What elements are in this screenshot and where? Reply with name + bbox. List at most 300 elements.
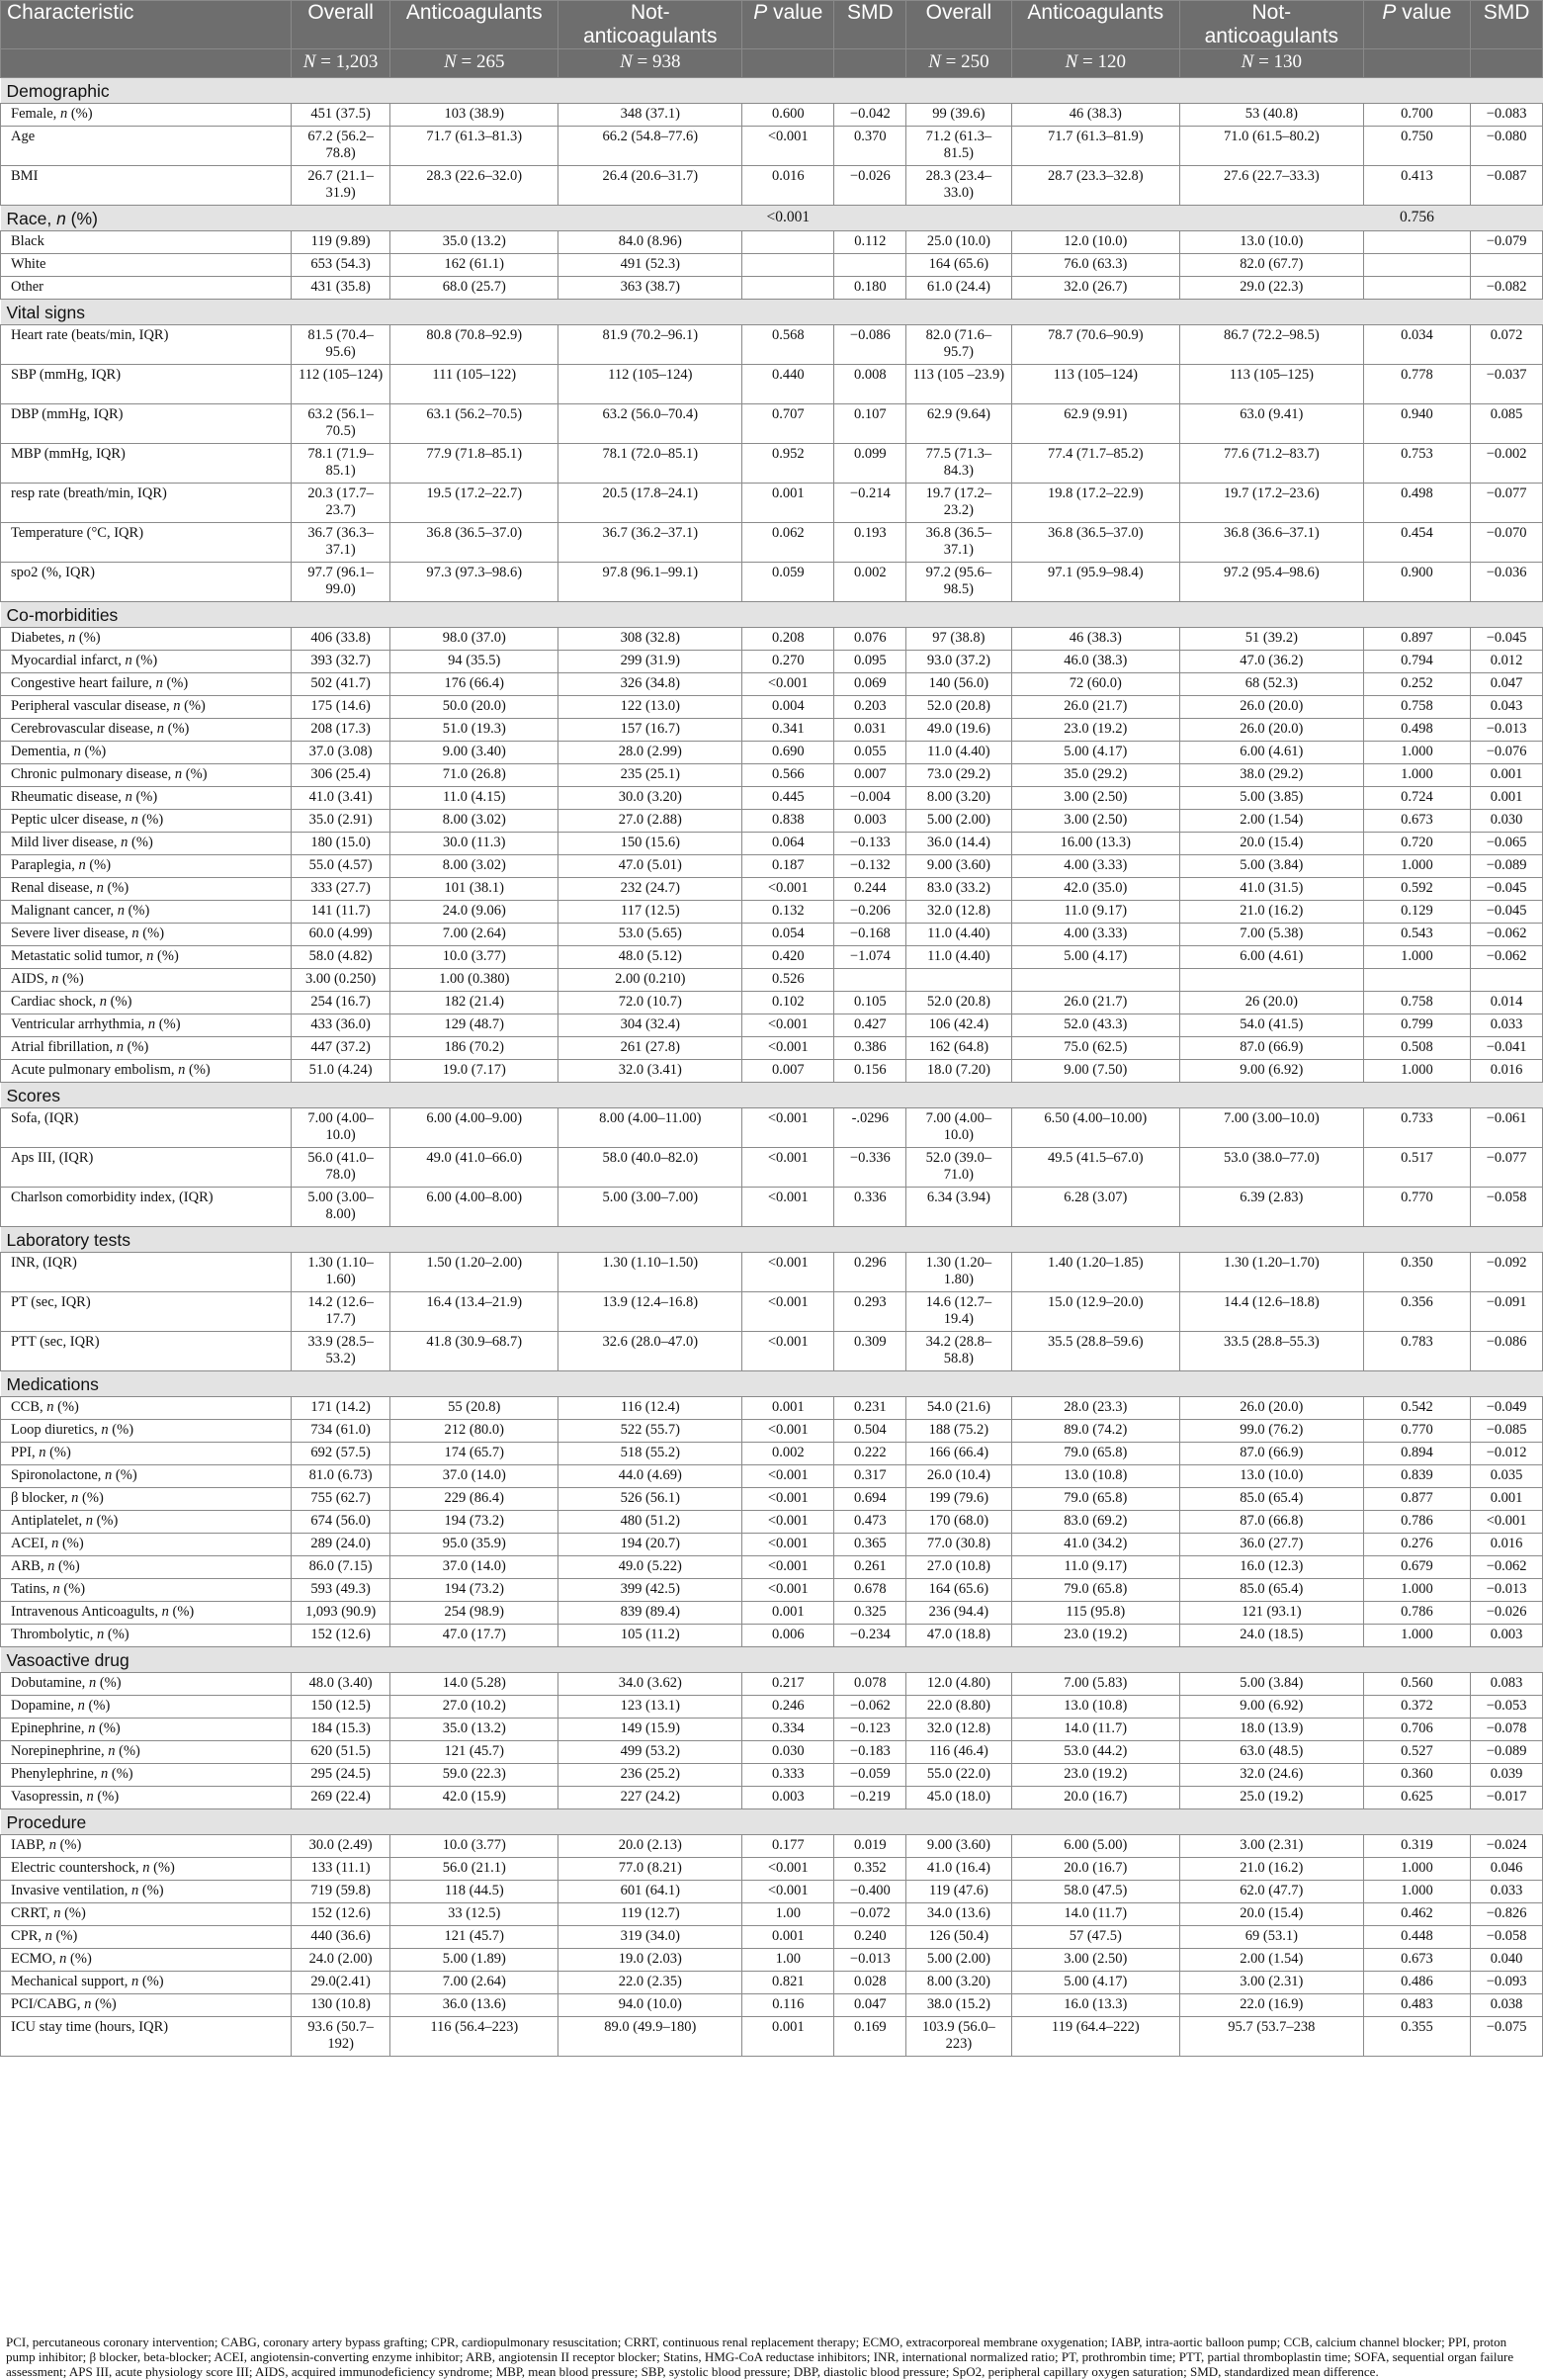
section-cell xyxy=(1180,206,1364,231)
table-cell: −0.089 xyxy=(1471,855,1543,878)
table-cell: 0.187 xyxy=(742,855,834,878)
row-label: Aps III, (IQR) xyxy=(1,1148,292,1188)
table-cell: 0.203 xyxy=(834,696,906,719)
table-cell: 26.0 (21.7) xyxy=(1011,992,1179,1014)
table-cell: 35.0 (2.91) xyxy=(292,810,390,833)
table-cell: 166 (66.4) xyxy=(906,1443,1011,1465)
row-label: Myocardial infarct, n (%) xyxy=(1,651,292,673)
header-cell: P value xyxy=(742,1,834,49)
row-label: ARB, n (%) xyxy=(1,1556,292,1579)
table-cell: 0.003 xyxy=(1471,1625,1543,1647)
table-cell: 115 (95.8) xyxy=(1011,1602,1179,1625)
table-cell: 19.0 (2.03) xyxy=(558,1949,742,1972)
count-cell: N = 120 xyxy=(1011,49,1179,78)
table-cell: 42.0 (35.0) xyxy=(1011,878,1179,901)
count-cell: N = 265 xyxy=(390,49,558,78)
table-cell: 97.2 (95.4–98.6) xyxy=(1180,563,1364,602)
table-cell: −0.072 xyxy=(834,1903,906,1926)
table-cell: 0.336 xyxy=(834,1188,906,1227)
table-cell: −0.077 xyxy=(1471,484,1543,523)
table-cell: 36.0 (14.4) xyxy=(906,833,1011,855)
row-label: β blocker, n (%) xyxy=(1,1488,292,1511)
table-cell: 299 (31.9) xyxy=(558,651,742,673)
table-cell: −0.400 xyxy=(834,1881,906,1903)
table-cell: 0.231 xyxy=(834,1397,906,1420)
table-cell: 14.0 (11.7) xyxy=(1011,1903,1179,1926)
table-cell: 0.690 xyxy=(742,742,834,764)
table-cell xyxy=(1363,231,1471,254)
table-cell: 83.0 (69.2) xyxy=(1011,1511,1179,1534)
table-cell: 0.517 xyxy=(1363,1148,1471,1188)
table-cell: 18.0 (7.20) xyxy=(906,1060,1011,1083)
table-cell: 0.877 xyxy=(1363,1488,1471,1511)
table-cell: 0.334 xyxy=(742,1719,834,1741)
table-cell: 22.0 (2.35) xyxy=(558,1972,742,1994)
count-cell xyxy=(1471,49,1543,78)
row-label: Tatins, n (%) xyxy=(1,1579,292,1602)
table-cell: 62.0 (47.7) xyxy=(1180,1881,1364,1903)
table-cell: 0.319 xyxy=(1363,1835,1471,1858)
table-cell: 5.00 (3.00–7.00) xyxy=(558,1188,742,1227)
table-cell: 51.0 (4.24) xyxy=(292,1060,390,1083)
table-cell: 52.0 (20.8) xyxy=(906,696,1011,719)
table-cell: 199 (79.6) xyxy=(906,1488,1011,1511)
table-cell: 0.483 xyxy=(1363,1994,1471,2017)
table-cell: 22.0 (8.80) xyxy=(906,1696,1011,1719)
row-label: Age xyxy=(1,127,292,166)
table-cell: 1.000 xyxy=(1363,1625,1471,1647)
table-cell: 20.0 (16.7) xyxy=(1011,1858,1179,1881)
table-row xyxy=(1,254,1543,277)
table-cell: 0.003 xyxy=(834,810,906,833)
count-cell: N = 130 xyxy=(1180,49,1364,78)
table-cell: 4.00 (3.33) xyxy=(1011,924,1179,946)
table-cell: 36.0 (27.7) xyxy=(1180,1534,1364,1556)
table-cell: 0.542 xyxy=(1363,1397,1471,1420)
row-label: resp rate (breath/min, IQR) xyxy=(1,484,292,523)
table-cell: <0.001 xyxy=(742,1579,834,1602)
table-cell: 0.006 xyxy=(742,1625,834,1647)
section-title: Medications xyxy=(1,1371,1543,1397)
table-cell: 82.0 (67.7) xyxy=(1180,254,1364,277)
section-title: Laboratory tests xyxy=(1,1227,1543,1253)
table-cell: 95.0 (35.9) xyxy=(390,1534,558,1556)
table-cell: 212 (80.0) xyxy=(390,1420,558,1443)
table-cell: 839 (89.4) xyxy=(558,1602,742,1625)
section-cell xyxy=(390,206,558,231)
table-cell: 1.000 xyxy=(1363,1858,1471,1881)
table-cell: 71.2 (61.3–81.5) xyxy=(906,127,1011,166)
table-row xyxy=(1,231,1543,254)
table-cell: 451 (37.5) xyxy=(292,104,390,127)
table-cell: 692 (57.5) xyxy=(292,1443,390,1465)
table-cell: 0.012 xyxy=(1471,651,1543,673)
table-cell: 7.00 (2.64) xyxy=(390,924,558,946)
table-cell: 95.7 (53.7–238 xyxy=(1180,2017,1364,2057)
table-cell: 1.000 xyxy=(1363,1579,1471,1602)
table-cell: 208 (17.3) xyxy=(292,719,390,742)
table-cell: −0.036 xyxy=(1471,563,1543,602)
row-label: Metastatic solid tumor, n (%) xyxy=(1,946,292,969)
table-cell: 0.105 xyxy=(834,992,906,1014)
table-cell: 32.0 (3.41) xyxy=(558,1060,742,1083)
row-label: Cerebrovascular disease, n (%) xyxy=(1,719,292,742)
table-cell: 3.00 (2.50) xyxy=(1011,787,1179,810)
table-cell: 502 (41.7) xyxy=(292,673,390,696)
header-cell: SMD xyxy=(834,1,906,49)
table-cell: 79.0 (65.8) xyxy=(1011,1443,1179,1465)
count-cell: N = 938 xyxy=(558,49,742,78)
table-cell: 2.00 (1.54) xyxy=(1180,810,1364,833)
table-cell: 0.783 xyxy=(1363,1332,1471,1371)
table-cell: −0.026 xyxy=(1471,1602,1543,1625)
table-cell: 0.078 xyxy=(834,1673,906,1696)
table-cell: 6.50 (4.00–10.00) xyxy=(1011,1108,1179,1148)
table-cell xyxy=(1471,969,1543,992)
table-row xyxy=(1,1332,1543,1371)
table-cell: 9.00 (6.92) xyxy=(1180,1696,1364,1719)
table-cell: 0.116 xyxy=(742,1994,834,2017)
table-cell: 85.0 (65.4) xyxy=(1180,1579,1364,1602)
table-cell: 0.317 xyxy=(834,1465,906,1488)
table-cell: 122 (13.0) xyxy=(558,696,742,719)
table-cell: 26.0 (21.7) xyxy=(1011,696,1179,719)
table-cell: 130 (10.8) xyxy=(292,1994,390,2017)
table-cell: 0.673 xyxy=(1363,1949,1471,1972)
table-cell: 0.527 xyxy=(1363,1741,1471,1764)
table-cell: 41.0 (3.41) xyxy=(292,787,390,810)
table-cell: 0.047 xyxy=(1471,673,1543,696)
table-cell: 719 (59.8) xyxy=(292,1881,390,1903)
table-cell: −0.826 xyxy=(1471,1903,1543,1926)
table-cell: 28.3 (22.6–32.0) xyxy=(390,166,558,206)
table-cell: 1.40 (1.20–1.85) xyxy=(1011,1253,1179,1292)
row-label: PTT (sec, IQR) xyxy=(1,1332,292,1371)
table-cell: 49.5 (41.5–67.0) xyxy=(1011,1148,1179,1188)
table-cell: 734 (61.0) xyxy=(292,1420,390,1443)
header-cell: Characteristic xyxy=(1,1,292,49)
table-cell: 97.2 (95.6–98.5) xyxy=(906,563,1011,602)
table-cell: 164 (65.6) xyxy=(906,1579,1011,1602)
table-cell: 14.0 (5.28) xyxy=(390,1673,558,1696)
table-cell: 3.00 (2.31) xyxy=(1180,1835,1364,1858)
table-cell: 27.0 (10.2) xyxy=(390,1696,558,1719)
table-cell: 0.413 xyxy=(1363,166,1471,206)
table-cell: 0.839 xyxy=(1363,1465,1471,1488)
table-cell: 57 (47.5) xyxy=(1011,1926,1179,1949)
table-cell: 68 (52.3) xyxy=(1180,673,1364,696)
table-cell: 20.5 (17.8–24.1) xyxy=(558,484,742,523)
count-cell: N = 250 xyxy=(906,49,1011,78)
table-cell xyxy=(1363,254,1471,277)
table-cell: 236 (25.2) xyxy=(558,1764,742,1787)
table-cell: 19.8 (17.2–22.9) xyxy=(1011,484,1179,523)
table-cell: −0.026 xyxy=(834,166,906,206)
table-cell: 77.5 (71.3–84.3) xyxy=(906,444,1011,484)
table-cell: −0.219 xyxy=(834,1787,906,1809)
table-cell: 9.00 (7.50) xyxy=(1011,1060,1179,1083)
table-cell: −0.045 xyxy=(1471,628,1543,651)
table-cell: −0.082 xyxy=(1471,277,1543,300)
table-cell: 393 (32.7) xyxy=(292,651,390,673)
header-cell: Anticoagulants xyxy=(1011,1,1179,49)
count-cell xyxy=(1,49,292,78)
table-cell: 32.0 (24.6) xyxy=(1180,1764,1364,1787)
table-cell: 194 (73.2) xyxy=(390,1579,558,1602)
table-cell: 49.0 (5.22) xyxy=(558,1556,742,1579)
table-cell: 6.00 (5.00) xyxy=(1011,1835,1179,1858)
table-cell: 77.0 (8.21) xyxy=(558,1858,742,1881)
table-cell: 63.2 (56.1–70.5) xyxy=(292,404,390,444)
table-cell: 93.6 (50.7–192) xyxy=(292,2017,390,2057)
table-row xyxy=(1,1903,1543,1926)
table-cell: 71.0 (26.8) xyxy=(390,764,558,787)
table-row xyxy=(1,484,1543,523)
table-cell: 406 (33.8) xyxy=(292,628,390,651)
row-label: Dementia, n (%) xyxy=(1,742,292,764)
table-cell: 363 (38.7) xyxy=(558,277,742,300)
header-count-row xyxy=(1,49,1543,78)
table-cell xyxy=(906,969,1011,992)
section-cell xyxy=(834,206,906,231)
table-cell: 89.0 (74.2) xyxy=(1011,1420,1179,1443)
table-row xyxy=(1,1579,1543,1602)
table-cell: 0.355 xyxy=(1363,2017,1471,2057)
table-cell xyxy=(1180,969,1364,992)
table-cell: 0.694 xyxy=(834,1488,906,1511)
table-cell: 118 (44.5) xyxy=(390,1881,558,1903)
table-cell: 171 (14.2) xyxy=(292,1397,390,1420)
table-cell: <0.001 xyxy=(742,1148,834,1188)
table-cell: 33 (12.5) xyxy=(390,1903,558,1926)
row-label: Malignant cancer, n (%) xyxy=(1,901,292,924)
table-cell: −0.093 xyxy=(1471,1972,1543,1994)
table-cell: 36.7 (36.3–37.1) xyxy=(292,523,390,563)
table-cell: 21.0 (16.2) xyxy=(1180,901,1364,924)
table-row xyxy=(1,1602,1543,1625)
table-cell: 7.00 (3.00–10.0) xyxy=(1180,1108,1364,1148)
table-cell: 0.001 xyxy=(742,1397,834,1420)
table-cell: 2.00 (0.210) xyxy=(558,969,742,992)
table-cell: 58.0 (47.5) xyxy=(1011,1881,1179,1903)
table-row xyxy=(1,992,1543,1014)
table-cell: 7.00 (4.00–10.0) xyxy=(292,1108,390,1148)
table-cell: 14.4 (12.6–18.8) xyxy=(1180,1292,1364,1332)
table-cell: 0.169 xyxy=(834,2017,906,2057)
table-cell: 236 (94.4) xyxy=(906,1602,1011,1625)
table-cell: 26.7 (21.1–31.9) xyxy=(292,166,390,206)
table-cell: −0.017 xyxy=(1471,1787,1543,1809)
table-cell: 5.00 (3.00–8.00) xyxy=(292,1188,390,1227)
table-cell: 101 (38.1) xyxy=(390,878,558,901)
row-label: Spironolactone, n (%) xyxy=(1,1465,292,1488)
table-cell xyxy=(742,231,834,254)
table-cell: 123 (13.1) xyxy=(558,1696,742,1719)
table-cell: 0.008 xyxy=(834,365,906,404)
table-cell: 62.9 (9.91) xyxy=(1011,404,1179,444)
table-cell: <0.001 xyxy=(742,1534,834,1556)
table-cell: 0.420 xyxy=(742,946,834,969)
table-cell: −0.013 xyxy=(1471,719,1543,742)
table-cell: <0.001 xyxy=(742,1108,834,1148)
table-cell: 0.325 xyxy=(834,1602,906,1625)
row-label: IABP, n (%) xyxy=(1,1835,292,1858)
table-cell: −0.062 xyxy=(1471,924,1543,946)
table-cell: 0.486 xyxy=(1363,1972,1471,1994)
table-cell: 63.2 (56.0–70.4) xyxy=(558,404,742,444)
table-cell: −0.002 xyxy=(1471,444,1543,484)
table-cell: 0.794 xyxy=(1363,651,1471,673)
table-cell: 30.0 (2.49) xyxy=(292,1835,390,1858)
table-cell: −0.085 xyxy=(1471,1420,1543,1443)
row-label: CRRT, n (%) xyxy=(1,1903,292,1926)
header-cell: Overall xyxy=(906,1,1011,49)
table-cell xyxy=(1471,254,1543,277)
table-cell: 0.043 xyxy=(1471,696,1543,719)
table-cell: 0.047 xyxy=(834,1994,906,2017)
table-cell: 11.0 (4.40) xyxy=(906,946,1011,969)
table-cell: 113 (105–125) xyxy=(1180,365,1364,404)
table-cell: 0.132 xyxy=(742,901,834,924)
table-cell: 227 (24.2) xyxy=(558,1787,742,1809)
table-cell: 184 (15.3) xyxy=(292,1719,390,1741)
table-cell: 0.001 xyxy=(742,2017,834,2057)
table-cell: 29.0 (22.3) xyxy=(1180,277,1364,300)
table-cell: −0.087 xyxy=(1471,166,1543,206)
table-cell: 0.445 xyxy=(742,787,834,810)
table-cell: 1.30 (1.20–1.70) xyxy=(1180,1253,1364,1292)
table-cell: 13.0 (10.8) xyxy=(1011,1465,1179,1488)
row-label: Charlson comorbidity index, (IQR) xyxy=(1,1188,292,1227)
row-label: Heart rate (beats/min, IQR) xyxy=(1,325,292,365)
table-cell: 78.1 (71.9–85.1) xyxy=(292,444,390,484)
row-label: Acute pulmonary embolism, n (%) xyxy=(1,1060,292,1083)
table-cell: 11.0 (4.15) xyxy=(390,787,558,810)
table-cell: 174 (65.7) xyxy=(390,1443,558,1465)
table-cell: 0.001 xyxy=(742,484,834,523)
table-cell xyxy=(742,277,834,300)
table-cell: <0.001 xyxy=(742,1556,834,1579)
table-cell: 194 (73.2) xyxy=(390,1511,558,1534)
table-cell: 99 (39.6) xyxy=(906,104,1011,127)
header-cell: SMD xyxy=(1471,1,1543,49)
row-label: Norepinephrine, n (%) xyxy=(1,1741,292,1764)
section-cell xyxy=(906,206,1011,231)
table-row xyxy=(1,1696,1543,1719)
table-cell: 0.894 xyxy=(1363,1443,1471,1465)
table-cell: 94 (35.5) xyxy=(390,651,558,673)
table-cell: 6.28 (3.07) xyxy=(1011,1188,1179,1227)
table-cell: 94.0 (10.0) xyxy=(558,1994,742,2017)
table-cell: −0.079 xyxy=(1471,231,1543,254)
table-cell: 182 (21.4) xyxy=(390,992,558,1014)
table-row xyxy=(1,855,1543,878)
table-cell: 0.293 xyxy=(834,1292,906,1332)
table-row xyxy=(1,1556,1543,1579)
table-cell: 16.0 (13.3) xyxy=(1011,1994,1179,2017)
table-row xyxy=(1,1787,1543,1809)
table-cell: −0.123 xyxy=(834,1719,906,1741)
row-label: ICU stay time (hours, IQR) xyxy=(1,2017,292,2057)
table-cell: 32.6 (28.0–47.0) xyxy=(558,1332,742,1371)
table-cell: 24.0 (18.5) xyxy=(1180,1625,1364,1647)
table-cell: 5.00 (4.17) xyxy=(1011,1972,1179,1994)
table-cell: 26.0 (20.0) xyxy=(1180,719,1364,742)
table-cell: 194 (20.7) xyxy=(558,1534,742,1556)
table-cell: 0.180 xyxy=(834,277,906,300)
table-row xyxy=(1,696,1543,719)
table-cell: 1,093 (90.9) xyxy=(292,1602,390,1625)
table-cell: 78.1 (72.0–85.1) xyxy=(558,444,742,484)
table-row xyxy=(1,523,1543,563)
table-cell: 11.0 (4.40) xyxy=(906,924,1011,946)
row-label: PCI/CABG, n (%) xyxy=(1,1994,292,2017)
table-cell: 48.0 (5.12) xyxy=(558,946,742,969)
table-row xyxy=(1,1108,1543,1148)
table-cell: 77.4 (71.7–85.2) xyxy=(1011,444,1179,484)
table-cell: 62.9 (9.64) xyxy=(906,404,1011,444)
table-cell: 71.0 (61.5–80.2) xyxy=(1180,127,1364,166)
table-cell: 112 (105–124) xyxy=(292,365,390,404)
row-label: Diabetes, n (%) xyxy=(1,628,292,651)
table-cell: 116 (46.4) xyxy=(906,1741,1011,1764)
table-cell: 1.30 (1.10–1.50) xyxy=(558,1253,742,1292)
row-label: Chronic pulmonary disease, n (%) xyxy=(1,764,292,787)
count-cell xyxy=(834,49,906,78)
table-cell: 7.00 (5.83) xyxy=(1011,1673,1179,1696)
row-label: Paraplegia, n (%) xyxy=(1,855,292,878)
table-cell: 47.0 (36.2) xyxy=(1180,651,1364,673)
table-cell: 21.0 (16.2) xyxy=(1180,1858,1364,1881)
table-cell: −0.058 xyxy=(1471,1926,1543,1949)
table-cell: 0.156 xyxy=(834,1060,906,1083)
table-cell: 34.0 (3.62) xyxy=(558,1673,742,1696)
row-label: Atrial fibrillation, n (%) xyxy=(1,1037,292,1060)
table-cell: 15.0 (12.9–20.0) xyxy=(1011,1292,1179,1332)
table-cell: 1.000 xyxy=(1363,855,1471,878)
table-cell: 0.033 xyxy=(1471,1881,1543,1903)
table-cell: −0.070 xyxy=(1471,523,1543,563)
table-row xyxy=(1,1673,1543,1696)
table-cell: 11.0 (9.17) xyxy=(1011,901,1179,924)
table-cell: 0.448 xyxy=(1363,1926,1471,1949)
table-row xyxy=(1,1511,1543,1534)
table-cell: 25.0 (10.0) xyxy=(906,231,1011,254)
table-cell: 304 (32.4) xyxy=(558,1014,742,1037)
table-cell: 18.0 (13.9) xyxy=(1180,1719,1364,1741)
table-cell: 0.261 xyxy=(834,1556,906,1579)
table-cell: 0.001 xyxy=(1471,764,1543,787)
table-cell: 77.9 (71.8–85.1) xyxy=(390,444,558,484)
table-cell: 35.5 (28.8–59.6) xyxy=(1011,1332,1179,1371)
table-cell: 50.0 (20.0) xyxy=(390,696,558,719)
table-cell: 186 (70.2) xyxy=(390,1037,558,1060)
table-cell: 14.0 (11.7) xyxy=(1011,1719,1179,1741)
table-cell: 26.0 (10.4) xyxy=(906,1465,1011,1488)
table-cell: 29.0(2.41) xyxy=(292,1972,390,1994)
table-cell: 0.208 xyxy=(742,628,834,651)
table-cell: 119 (47.6) xyxy=(906,1881,1011,1903)
table-cell: 0.083 xyxy=(1471,1673,1543,1696)
header-cell: Anticoagulants xyxy=(390,1,558,49)
table-cell: 5.00 (3.84) xyxy=(1180,1673,1364,1696)
table-row xyxy=(1,1037,1543,1060)
table-cell: 0.679 xyxy=(1363,1556,1471,1579)
table-row xyxy=(1,325,1543,365)
table-cell: 0.720 xyxy=(1363,833,1471,855)
table-cell: −0.083 xyxy=(1471,104,1543,127)
table-cell: 0.112 xyxy=(834,231,906,254)
